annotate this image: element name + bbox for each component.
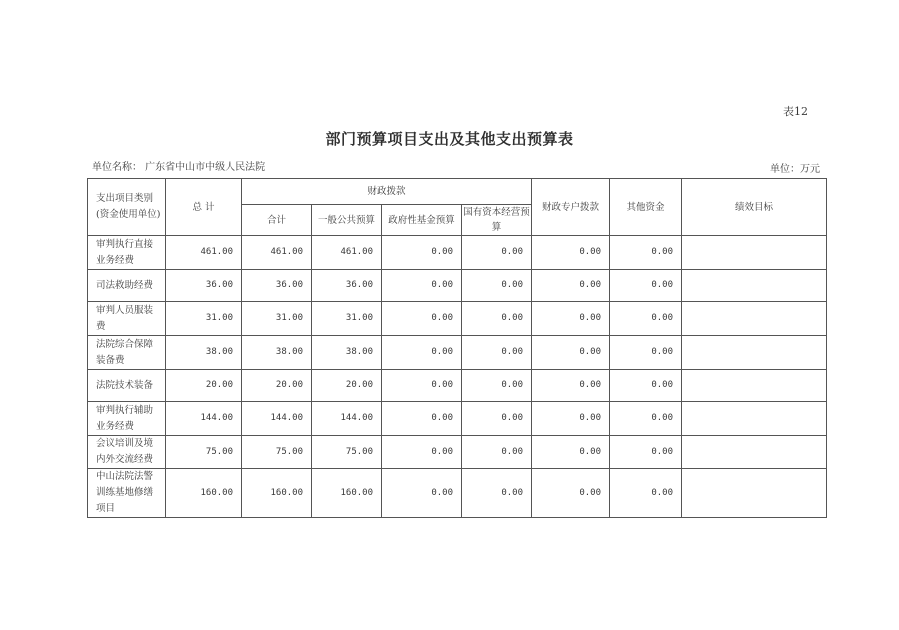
cell-subtotal: 144.00 [242, 402, 312, 436]
cell-capital: 0.00 [462, 302, 532, 336]
cell-total: 160.00 [166, 469, 242, 518]
cell-fund: 0.00 [382, 236, 462, 270]
cell-capital: 0.00 [462, 236, 532, 270]
cell-general: 144.00 [312, 402, 382, 436]
cell-capital: 0.00 [462, 436, 532, 469]
header-special: 财政专户拨款 [532, 179, 610, 236]
cell-subtotal: 160.00 [242, 469, 312, 518]
table-row [88, 336, 827, 370]
header-fund: 政府性基金预算 [382, 205, 462, 236]
cell-perf [682, 370, 827, 402]
row-label: 审判人员服装费 [88, 302, 166, 336]
row-label: 司法救助经费 [88, 270, 166, 302]
cell-fund: 0.00 [382, 336, 462, 370]
cell-subtotal: 36.00 [242, 270, 312, 302]
row-label: 审判执行辅助业务经费 [88, 402, 166, 436]
cell-total: 31.00 [166, 302, 242, 336]
cell-other: 0.00 [610, 436, 682, 469]
header-category: 支出项目类别(资金使用单位) [88, 179, 166, 236]
cell-special: 0.00 [532, 302, 610, 336]
table-row [88, 436, 827, 469]
cell-total: 38.00 [166, 336, 242, 370]
cell-subtotal: 20.00 [242, 370, 312, 402]
cell-other: 0.00 [610, 302, 682, 336]
cell-special: 0.00 [532, 469, 610, 518]
unit-name: 单位名称： 广东省中山市中级人民法院 [92, 162, 266, 173]
cell-capital: 0.00 [462, 370, 532, 402]
row-label: 法院综合保障装备费 [88, 336, 166, 370]
table-row [88, 302, 827, 336]
cell-fund: 0.00 [382, 302, 462, 336]
cell-capital: 0.00 [462, 336, 532, 370]
cell-subtotal: 461.00 [242, 236, 312, 270]
cell-fund: 0.00 [382, 436, 462, 469]
cell-capital: 0.00 [462, 469, 532, 518]
table-row [88, 236, 827, 270]
cell-subtotal: 31.00 [242, 302, 312, 336]
cell-perf [682, 469, 827, 518]
budget-table [87, 178, 827, 518]
cell-perf [682, 236, 827, 270]
cell-other: 0.00 [610, 336, 682, 370]
cell-special: 0.00 [532, 336, 610, 370]
cell-general: 36.00 [312, 270, 382, 302]
cell-fund: 0.00 [382, 270, 462, 302]
header-fiscal: 财政拨款 [242, 179, 532, 205]
header-subtotal: 合计 [242, 205, 312, 236]
cell-general: 75.00 [312, 436, 382, 469]
cell-total: 144.00 [166, 402, 242, 436]
cell-other: 0.00 [610, 469, 682, 518]
header-other: 其他资金 [610, 179, 682, 236]
header-total: 总 计 [166, 179, 242, 236]
cell-fund: 0.00 [382, 370, 462, 402]
cell-perf [682, 302, 827, 336]
cell-general: 31.00 [312, 302, 382, 336]
cell-subtotal: 75.00 [242, 436, 312, 469]
cell-capital: 0.00 [462, 402, 532, 436]
table-row [88, 370, 827, 402]
table-row [88, 402, 827, 436]
unit-of-measure: 单位：万元 [770, 164, 820, 175]
cell-special: 0.00 [532, 236, 610, 270]
page-title: 部门预算项目支出及其他支出预算表 [325, 130, 574, 148]
row-label: 中山法院法警训练基地修缮项目 [88, 469, 166, 518]
cell-other: 0.00 [610, 236, 682, 270]
cell-general: 160.00 [312, 469, 382, 518]
cell-general: 461.00 [312, 236, 382, 270]
cell-total: 461.00 [166, 236, 242, 270]
cell-total: 75.00 [166, 436, 242, 469]
cell-other: 0.00 [610, 402, 682, 436]
cell-special: 0.00 [532, 436, 610, 469]
cell-other: 0.00 [610, 270, 682, 302]
cell-perf [682, 402, 827, 436]
cell-special: 0.00 [532, 270, 610, 302]
cell-perf [682, 436, 827, 469]
cell-general: 38.00 [312, 336, 382, 370]
cell-perf [682, 270, 827, 302]
cell-total: 20.00 [166, 370, 242, 402]
cell-fund: 0.00 [382, 402, 462, 436]
header-perf: 绩效目标 [682, 179, 827, 236]
cell-general: 20.00 [312, 370, 382, 402]
cell-subtotal: 38.00 [242, 336, 312, 370]
row-label: 会议培训及境内外交流经费 [88, 436, 166, 469]
cell-other: 0.00 [610, 370, 682, 402]
header-capital: 国有资本经营预算 [462, 205, 532, 236]
cell-total: 36.00 [166, 270, 242, 302]
cell-perf [682, 336, 827, 370]
table-row [88, 270, 827, 302]
table-row [88, 469, 827, 518]
cell-special: 0.00 [532, 370, 610, 402]
table-body [88, 236, 827, 518]
cell-special: 0.00 [532, 402, 610, 436]
table-number: 表12 [783, 105, 808, 118]
header-general: 一般公共预算 [312, 205, 382, 236]
cell-fund: 0.00 [382, 469, 462, 518]
cell-capital: 0.00 [462, 270, 532, 302]
row-label: 法院技术装备 [88, 370, 166, 402]
row-label: 审判执行直接业务经费 [88, 236, 166, 270]
